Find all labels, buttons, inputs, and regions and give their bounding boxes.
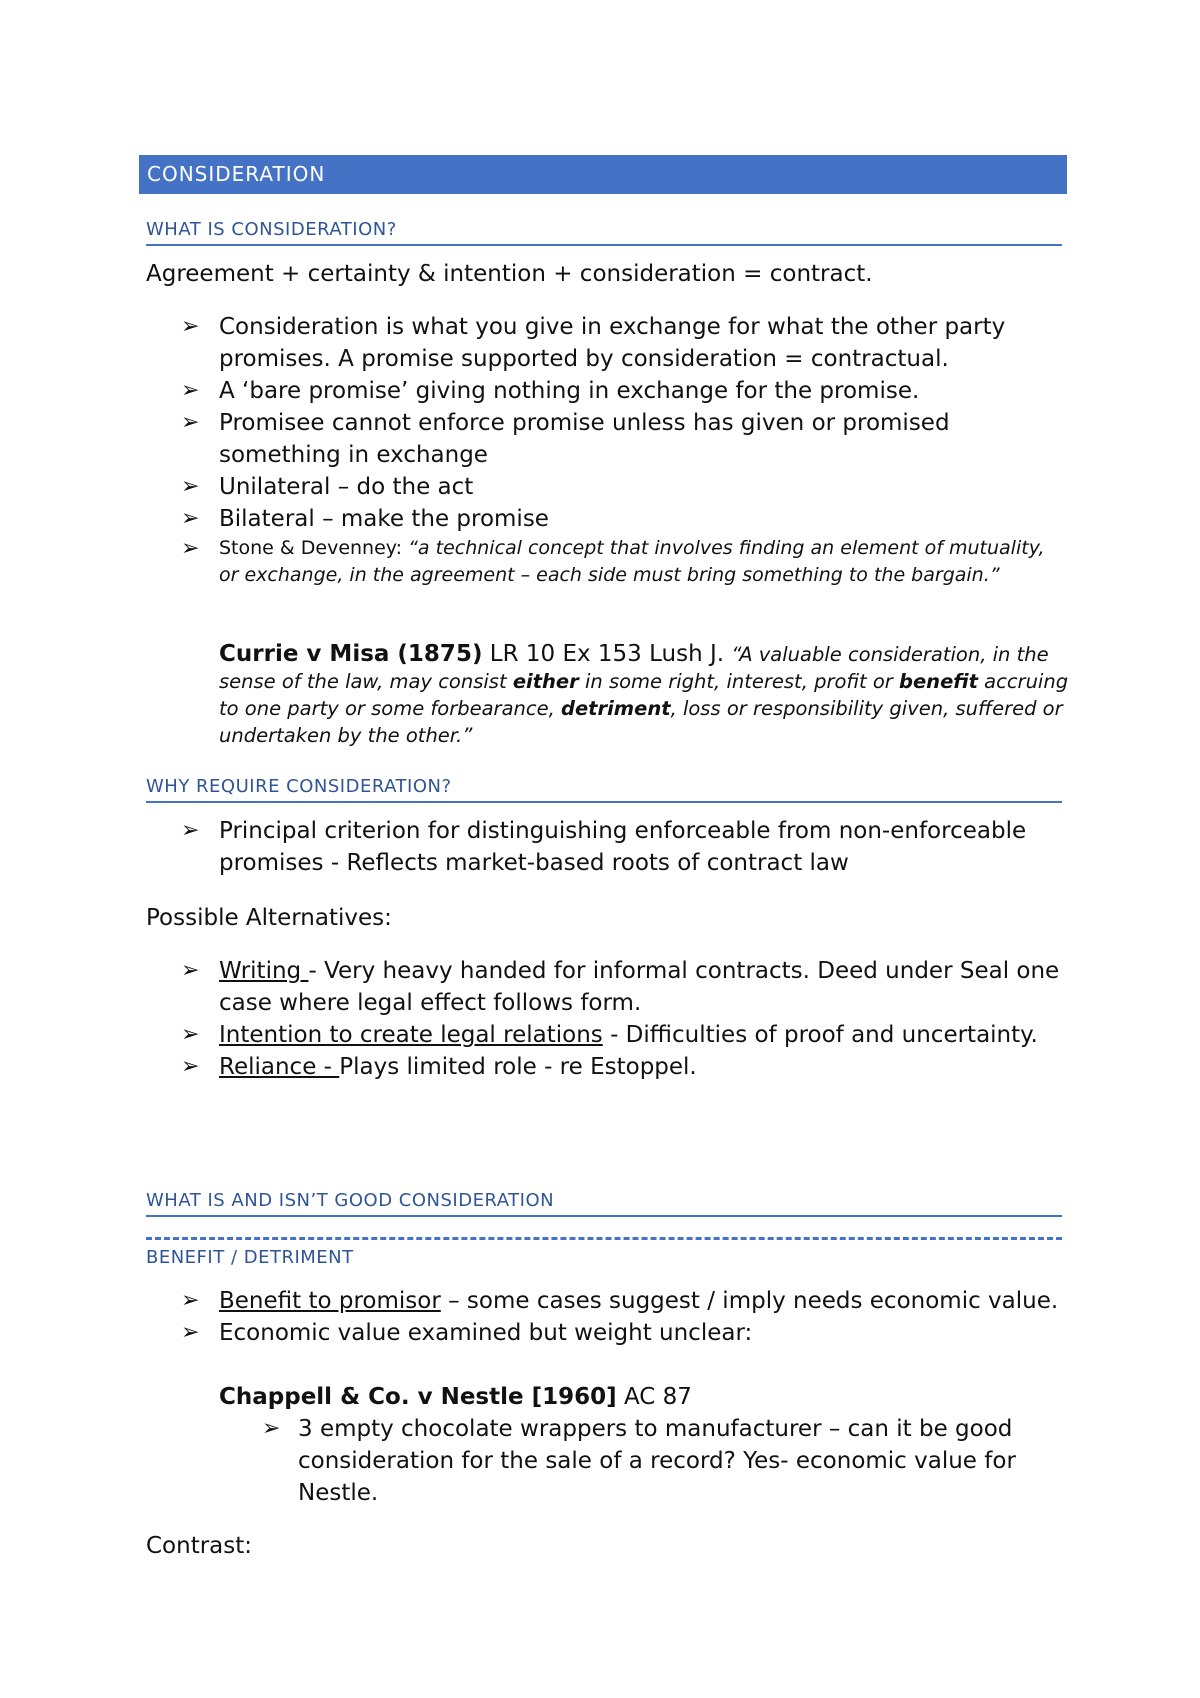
list-item-reliance: ➢ Reliance - Plays limited role - re Estoppel. xyxy=(181,1051,1066,1083)
currie-v-misa-quote: Currie v Misa (1875) LR 10 Ex 153 Lush J. “A valuable consideration, in the sense of the law, may consist either in some right, interest, profit or benefit accruing to one party or some forbearance, detriment, loss or responsibility given, suffered or undertaken by the other.” xyxy=(219,641,1069,747)
list-item: ➢ A ‘bare promise’ giving nothing in exchange for the promise. xyxy=(181,375,1066,407)
arrow-bullet-icon: ➢ xyxy=(181,1320,200,1345)
list-item: ➢ Bilateral – make the promise xyxy=(181,503,1066,535)
dotted-divider xyxy=(146,1237,1062,1240)
case-citation: LR 10 Ex 153 Lush J. xyxy=(482,641,732,667)
intro-formula: Agreement + certainty & intention + consideration = contract. xyxy=(146,261,873,287)
heading-good-consideration: WHAT IS AND ISN’T GOOD CONSIDERATION xyxy=(146,1190,1062,1217)
case-name: Currie v Misa (1875) xyxy=(219,641,483,667)
arrow-bullet-icon: ➢ xyxy=(181,378,200,403)
arrow-bullet-icon: ➢ xyxy=(181,410,200,435)
list-item-writing: ➢ Writing - Very heavy handed for informal contracts. Deed under Seal one case where legal effect follows form. xyxy=(181,955,1066,1019)
why-bullets xyxy=(181,815,1066,879)
chappell-case xyxy=(219,1381,692,1413)
chappell-sub-bullets xyxy=(262,1413,1062,1509)
list-item-stone-devenney: ➢ Stone & Devenney: “a technical concept that involves finding an element of mutuality, or exchange, in the agreement – each side must bring something to the bargain.” xyxy=(181,536,1045,586)
arrow-bullet-icon: ➢ xyxy=(181,818,200,843)
benefit-detriment-bullets xyxy=(181,1285,1066,1349)
arrow-bullet-icon: ➢ xyxy=(181,1054,200,1079)
arrow-bullet-icon: ➢ xyxy=(181,506,200,531)
arrow-bullet-icon: ➢ xyxy=(181,1288,200,1313)
arrow-bullet-icon: ➢ xyxy=(181,314,200,339)
section-banner: CONSIDERATION xyxy=(139,155,1067,194)
arrow-bullet-icon: ➢ xyxy=(181,474,200,499)
subheading-benefit-detriment: BENEFIT / DETRIMENT xyxy=(146,1247,354,1268)
list-item: ➢ Principal criterion for distinguishing enforceable from non-enforceable promises - Reflects market-based roots of contract law xyxy=(181,815,1066,879)
arrow-bullet-icon: ➢ xyxy=(181,958,200,983)
case-name: Chappell & Co. v Nestle [1960] xyxy=(219,1384,617,1410)
list-item: ➢ Unilateral – do the act xyxy=(181,471,1066,503)
alternatives-list xyxy=(181,955,1066,1083)
list-item-benefit: ➢ Benefit to promisor – some cases suggest / imply needs economic value. xyxy=(181,1285,1066,1317)
consideration-bullets xyxy=(181,311,1066,589)
arrow-bullet-icon: ➢ xyxy=(181,536,200,561)
list-item-economic-value: ➢ Economic value examined but weight unclear: xyxy=(181,1317,1066,1349)
arrow-bullet-icon: ➢ xyxy=(181,1022,200,1047)
list-item: ➢ 3 empty chocolate wrappers to manufacturer – can it be good consideration for the sale of a record? Yes- economic value for Nestle. xyxy=(262,1413,1062,1509)
heading-what-is-consideration: WHAT IS CONSIDERATION? xyxy=(146,219,1062,246)
contrast-label: Contrast: xyxy=(146,1533,253,1559)
list-item: ➢ Promisee cannot enforce promise unless has given or promised something in exchange xyxy=(181,407,1066,471)
list-item-intention: ➢ Intention to create legal relations - Difficulties of proof and uncertainty. xyxy=(181,1019,1066,1051)
case-citation: AC 87 xyxy=(616,1384,692,1410)
possible-alternatives-label: Possible Alternatives: xyxy=(146,905,392,931)
list-item: ➢ Consideration is what you give in exchange for what the other party promises. A promise supported by consideration = contractual. xyxy=(181,311,1066,375)
arrow-bullet-icon: ➢ xyxy=(262,1416,281,1441)
heading-why-require-consideration: WHY REQUIRE CONSIDERATION? xyxy=(146,776,1062,803)
